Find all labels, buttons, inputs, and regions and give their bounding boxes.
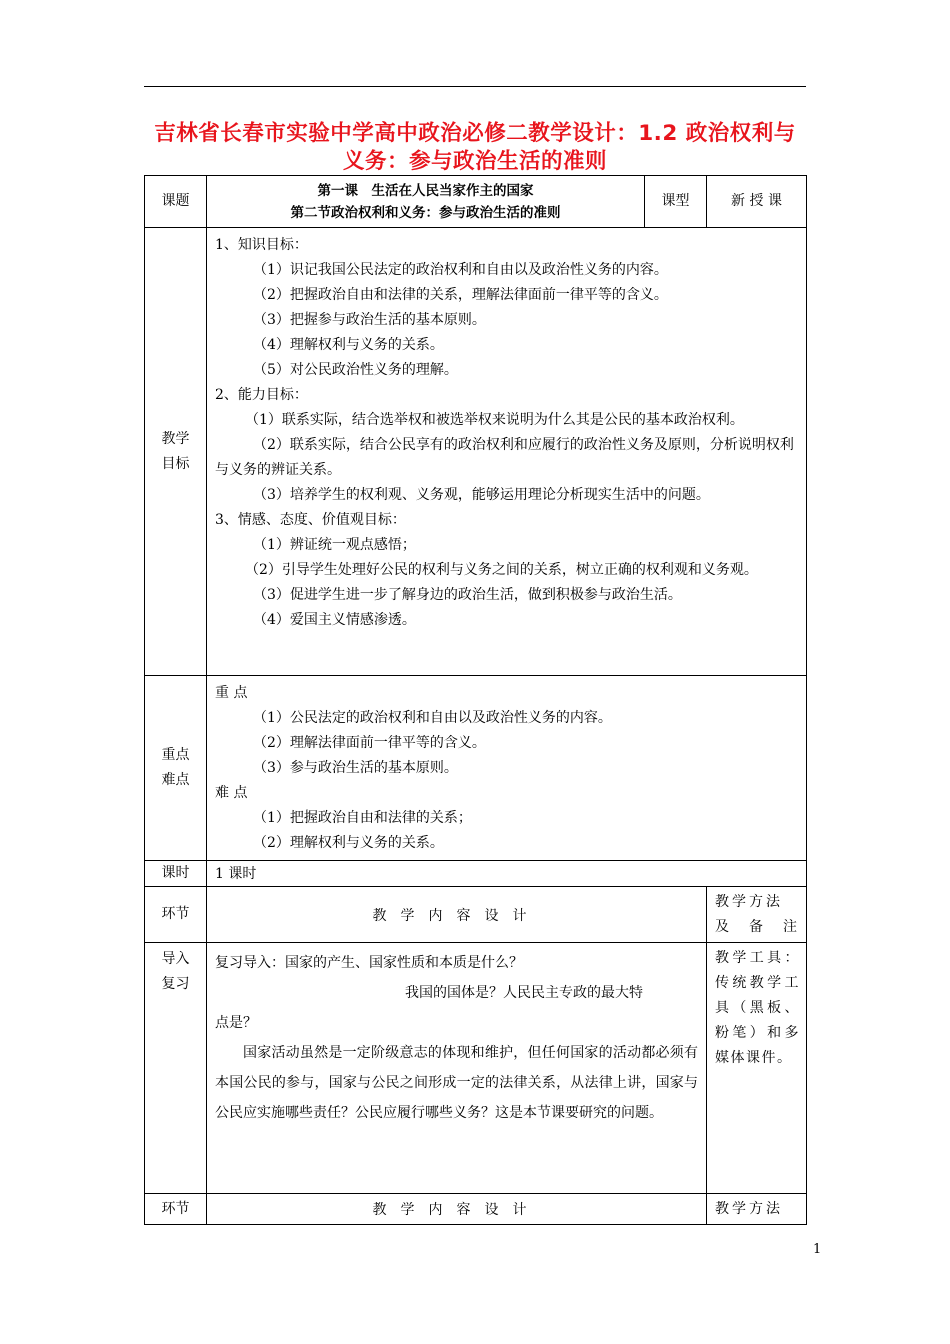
intro-content	[207, 943, 707, 1194]
keypoints-content	[207, 676, 807, 861]
ability-item: （2）联系实际，结合公民享有的政治权利和应履行的政治性义务及原则，分析说明权利与义务的辨证关系。	[215, 437, 794, 478]
topic-label: 课题	[145, 176, 207, 228]
keypoints-label-line-2: 难点	[161, 772, 190, 788]
section-method-header-2: 教学方法	[707, 1194, 807, 1225]
intro-label-line-2: 复习	[161, 976, 190, 992]
intro-label	[145, 943, 207, 1194]
intro-label-line-1: 导入	[161, 951, 190, 967]
key-item: （1）公民法定的政治权利和自由以及政治性义务的内容。	[253, 710, 612, 726]
difficult-heading: 难 点	[215, 785, 248, 801]
ability-item: （1）联系实际，结合选举权和被选举权来说明为什么其是公民的基本政治权利。	[245, 412, 744, 428]
intro-question-2-line-2: 点是？	[215, 1015, 257, 1031]
section-method-line-1: 教学方法	[715, 894, 783, 910]
keypoints-row	[145, 676, 807, 861]
key-item: （2）理解法律面前一律平等的含义。	[253, 735, 486, 751]
ability-heading: 2、能力目标：	[215, 387, 308, 403]
lesson-type-label: 课型	[645, 176, 707, 228]
section-label: 环节	[145, 887, 207, 943]
section-method-line-2: 及 备 注	[715, 919, 800, 935]
knowledge-item: （4）理解权利与义务的关系。	[253, 337, 444, 353]
hours-row	[145, 861, 807, 887]
emotion-item: （1）辨证统一观点感悟；	[253, 537, 416, 553]
title-line-2: 义务：参与政治生活的准则	[342, 149, 607, 174]
objectives-content	[207, 228, 807, 676]
header-rule	[144, 86, 806, 87]
objectives-row	[145, 228, 807, 676]
lesson-type-value: 新 授 课	[707, 176, 807, 228]
title-line-1: 吉林省长春市实验中学高中政治必修二教学设计：1.2 政治权利与	[154, 121, 796, 146]
section-content-header-2: 教学内容设计	[207, 1194, 707, 1225]
intro-paragraph: 国家活动虽然是一定阶级意志的体现和维护，但任何国家的活动都必须有本国公民的参与，国家与公民之间形成一定的法律关系，从法律上讲，国家与公民应实施哪些责任？公民应履行哪些义务？这是本节课要研究的问题。	[215, 1045, 698, 1121]
emotion-heading: 3、情感、态度、价值观目标：	[215, 512, 406, 528]
key-item: （3）参与政治生活的基本原则。	[253, 760, 458, 776]
knowledge-heading: 1、知识目标：	[215, 237, 308, 253]
emotion-item: （3）促进学生进一步了解身边的政治生活，做到积极参与政治生活。	[253, 587, 682, 603]
keypoints-label-line-1: 重点	[161, 747, 190, 763]
hours-value: 1 课时	[207, 861, 807, 887]
intro-question-2-line-1: 我国的国体是？人民民主专政的最大特	[405, 985, 643, 1001]
document-title	[144, 120, 806, 176]
section-content-header: 教学内容设计	[207, 887, 707, 943]
emotion-item: （2）引导学生处理好公民的权利与义务之间的关系，树立正确的权利观和义务观。	[245, 562, 758, 578]
intro-row	[145, 943, 807, 1194]
section-label-2: 环节	[145, 1194, 207, 1225]
intro-question-1: 复习导入：国家的产生、国家性质和本质是什么？	[215, 955, 523, 971]
page-number: 1	[813, 1242, 822, 1257]
emotion-item: （4）爱国主义情感渗透。	[253, 612, 416, 628]
keypoints-label	[145, 676, 207, 861]
topic-title-line-1: 第一课 生活在人民当家作主的国家	[317, 182, 534, 199]
objectives-label-line-2: 目标	[161, 455, 190, 472]
topic-title-line-2: 第二节政治权利和义务：参与政治生活的准则	[290, 204, 561, 221]
knowledge-item: （1）识记我国公民法定的政治权利和自由以及政治性义务的内容。	[253, 262, 668, 278]
knowledge-item: （2）把握政治自由和法律的关系，理解法律面前一律平等的含义。	[253, 287, 668, 303]
section-header-row-2	[145, 1194, 807, 1225]
objectives-label-line-1: 教学	[161, 430, 190, 447]
topic-title-cell	[207, 176, 645, 228]
difficult-item: （1）把握政治自由和法律的关系；	[253, 810, 472, 826]
lesson-plan-table	[144, 175, 807, 1225]
section-method-header	[707, 887, 807, 943]
intro-method: 教学工具：传统教学工具（黑板、粉笔）和多媒体课件。	[707, 943, 807, 1194]
difficult-item: （2）理解权利与义务的关系。	[253, 835, 444, 851]
knowledge-item: （5）对公民政治性义务的理解。	[253, 362, 458, 378]
key-heading: 重 点	[215, 685, 248, 701]
hours-label: 课时	[145, 861, 207, 887]
knowledge-item: （3）把握参与政治生活的基本原则。	[253, 312, 486, 328]
ability-item: （3）培养学生的权利观、义务观，能够运用理论分析现实生活中的问题。	[253, 487, 710, 503]
topic-row	[145, 176, 807, 228]
objectives-label	[145, 228, 207, 676]
section-header-row	[145, 887, 807, 943]
